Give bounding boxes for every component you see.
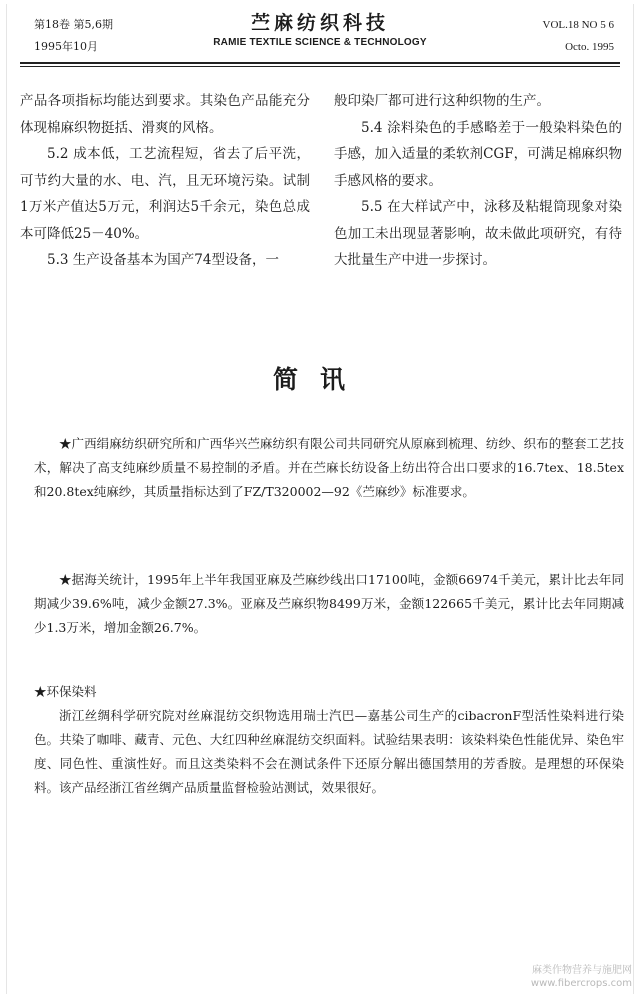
news-item xyxy=(34,680,624,800)
article-paragraph: 5.5 在大样试产中，泳移及粘辊筒现象对染色加工未出现显著影响，故未做此项研究，有待大批量生产中进一步探讨。 xyxy=(334,199,622,268)
news-item-text: 浙江丝绸科学研究院对丝麻混纺交织物选用瑞士汽巴—嘉基公司生产的cibacronF型活性染料进行染色。共染了咖啡、藏青、元色、大红四种丝麻混纺交织面料。试验结果表明：该染料染色性能优异、染色牢度、同色性、重演性好。而且这类染料不会在测试条件下还原分解出德国禁用的芳香胺。是理想的环保染料。该产品经浙江省丝绸产品质量监督检验站测试，效果很好。 xyxy=(34,708,624,795)
watermark-url: www.fibercrops.com xyxy=(530,978,632,989)
journal-title-cn: 苎麻纺织科技 xyxy=(250,12,389,34)
date-en: Octo. 1995 xyxy=(565,41,614,53)
article-paragraph: 5.2 成本低，工艺流程短，省去了后平洗，可节约大量的水、电、汽，且无环境污染。试制1万米产值达5万元，利润达5千余元，染色总成本可降低25－40%。 xyxy=(20,146,310,242)
article-paragraph: 产品各项指标均能达到要求。其染色产品能充分体现棉麻织物挺括、滑爽的风格。 xyxy=(20,93,310,136)
article-column-right xyxy=(334,88,622,274)
article-paragraph: 5.3 生产设备基本为国产74型设备，一 xyxy=(47,252,279,268)
header-center xyxy=(170,10,470,50)
article-column-left xyxy=(20,88,310,274)
header-left xyxy=(34,14,113,58)
section-title: 简讯 xyxy=(272,365,367,394)
news-item-text: ★据海关统计，1995年上半年我国亚麻及苎麻纱线出口17100吨，金额66974千美元，累计比去年同期减少39.6%吨，减少金额27.3%。亚麻及苎麻织物8499万米，金额122665千美元，累计比去年同期减少1.3万米，增加金额26.7%。 xyxy=(34,572,624,635)
volume-issue-cn: 第18卷 第5,6期 xyxy=(34,18,113,31)
news-item-text: ★广西绢麻纺织研究所和广西华兴苎麻纺织有限公司共同研究从原麻到梳理、纺纱、织布的整套工艺技术，解决了高支纯麻纱质量不易控制的矛盾。并在苎麻长纺设备上纺出符合出口要求的16.7tex、18.5tex和20.8tex纯麻纱，其质量指标达到了FZ/T320002—92《苎麻纱》标准要求。 xyxy=(34,436,624,499)
news-item-heading: ★环保染料 xyxy=(34,684,97,699)
watermark-site-name: 麻类作物营养与施肥网 xyxy=(532,965,632,976)
article-paragraph: 5.4 涂料染色的手感略差于一般染料染色的手感，加入适量的柔软剂CGF，可满足棉麻织物手感风格的要求。 xyxy=(334,119,622,189)
journal-title-en: RAMIE TEXTILE SCIENCE & TECHNOLOGY xyxy=(213,37,427,48)
header-rule-thin xyxy=(20,66,620,67)
volume-issue-en: VOL.18 NO 5 6 xyxy=(542,19,614,31)
article-paragraph: 般印染厂都可进行这种织物的生产。 xyxy=(334,93,550,109)
header-rule xyxy=(20,62,620,64)
date-cn: 1995年10月 xyxy=(34,40,98,53)
news-item xyxy=(34,432,624,504)
header-right xyxy=(543,14,615,58)
site-watermark xyxy=(531,964,632,990)
news-item xyxy=(34,568,624,640)
